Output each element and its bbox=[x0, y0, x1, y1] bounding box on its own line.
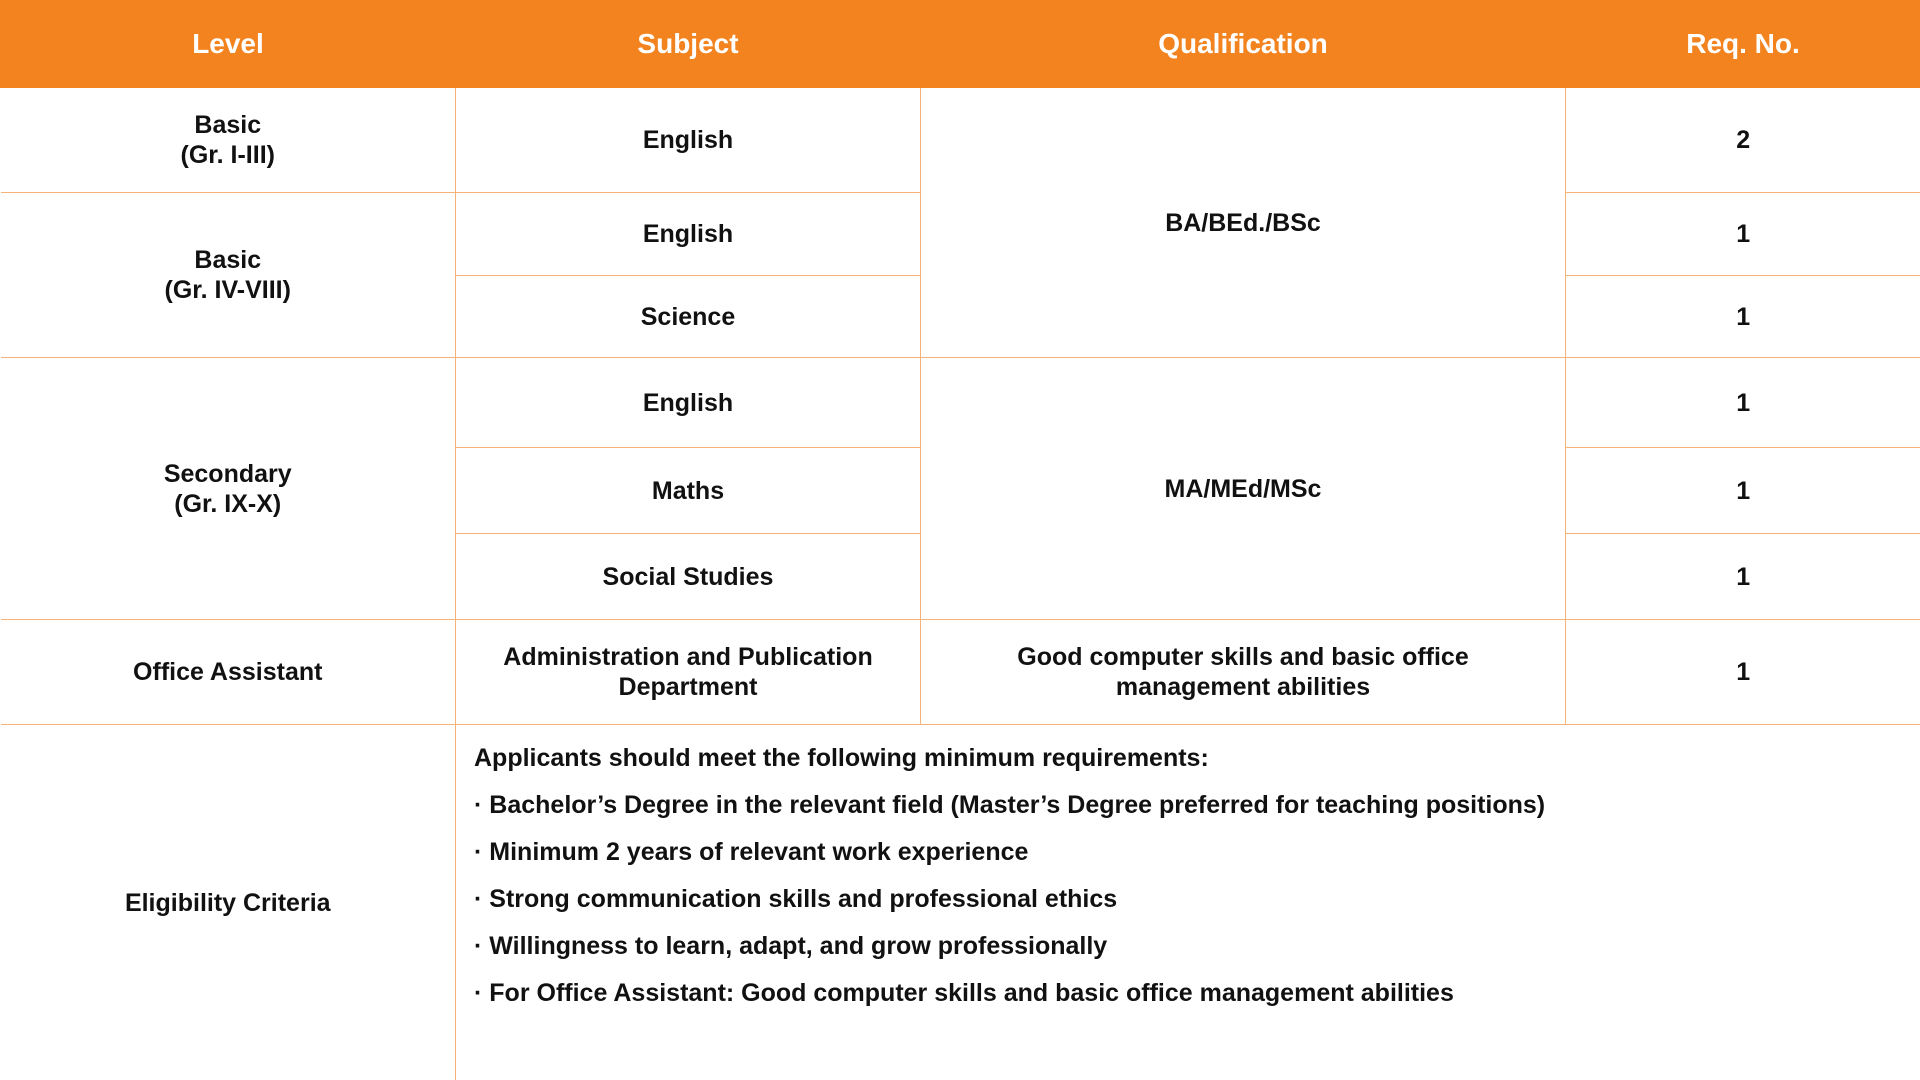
req-no-cell: 1 bbox=[1566, 193, 1920, 276]
table-header-row bbox=[1, 1, 1920, 88]
criteria-item: · Willingness to learn, adapt, and grow professionally bbox=[474, 931, 1903, 961]
header-req-no: Req. No. bbox=[1566, 1, 1920, 88]
table-row bbox=[1, 88, 1920, 193]
header-level: Level bbox=[1, 1, 456, 88]
criteria-item: · Minimum 2 years of relevant work experience bbox=[474, 837, 1903, 867]
level-name: Basic bbox=[194, 246, 262, 274]
qualification-cell bbox=[921, 620, 1566, 725]
req-no-cell: 1 bbox=[1566, 276, 1920, 358]
qualification-line: management abilities bbox=[1115, 673, 1371, 701]
subject-cell: English bbox=[456, 193, 921, 276]
subject-cell: English bbox=[456, 358, 921, 448]
subject-cell: Social Studies bbox=[456, 534, 921, 620]
criteria-list bbox=[474, 790, 1903, 1008]
qualification-cell: MA/MEd/MSc bbox=[921, 358, 1566, 620]
level-name: Basic bbox=[194, 111, 262, 139]
table-row bbox=[1, 358, 1920, 448]
eligibility-label: Eligibility Criteria bbox=[1, 725, 456, 1080]
header-subject: Subject bbox=[456, 1, 921, 88]
qualification-line: Good computer skills and basic office bbox=[1017, 643, 1469, 671]
req-no-cell: 1 bbox=[1566, 534, 1920, 620]
eligibility-criteria bbox=[456, 725, 1920, 1080]
subject-line: Department bbox=[618, 673, 758, 701]
criteria-item: · Bachelor’s Degree in the relevant field (Master’s Degree preferred for teaching positions) bbox=[474, 790, 1903, 820]
level-cell bbox=[1, 88, 456, 193]
header-qualification: Qualification bbox=[921, 1, 1566, 88]
req-no-cell: 2 bbox=[1566, 88, 1920, 193]
eligibility-row bbox=[1, 725, 1920, 1080]
subject-line: Administration and Publication bbox=[503, 643, 873, 671]
level-name: Secondary bbox=[163, 459, 292, 488]
criteria-item: · Strong communication skills and professional ethics bbox=[474, 884, 1903, 914]
table-row bbox=[1, 620, 1920, 725]
level-cell: Office Assistant bbox=[1, 620, 456, 725]
level-cell bbox=[1, 358, 456, 620]
level-cell bbox=[1, 193, 456, 358]
criteria-item: · For Office Assistant: Good computer skills and basic office management abilities bbox=[474, 978, 1903, 1008]
subject-cell bbox=[456, 620, 921, 725]
req-no-cell: 1 bbox=[1566, 620, 1920, 725]
level-grades: (Gr. I-III) bbox=[180, 141, 275, 169]
req-no-cell: 1 bbox=[1566, 448, 1920, 534]
subject-cell: Science bbox=[456, 276, 921, 358]
subject-cell: English bbox=[456, 88, 921, 193]
criteria-intro: Applicants should meet the following minimum requirements: bbox=[474, 744, 1209, 772]
level-grades: (Gr. IV-VIII) bbox=[164, 276, 291, 304]
req-no-cell: 1 bbox=[1566, 358, 1920, 448]
level-grades: (Gr. IX-X) bbox=[174, 489, 282, 518]
qualification-cell: BA/BEd./BSc bbox=[921, 88, 1566, 358]
subject-cell: Maths bbox=[456, 448, 921, 534]
